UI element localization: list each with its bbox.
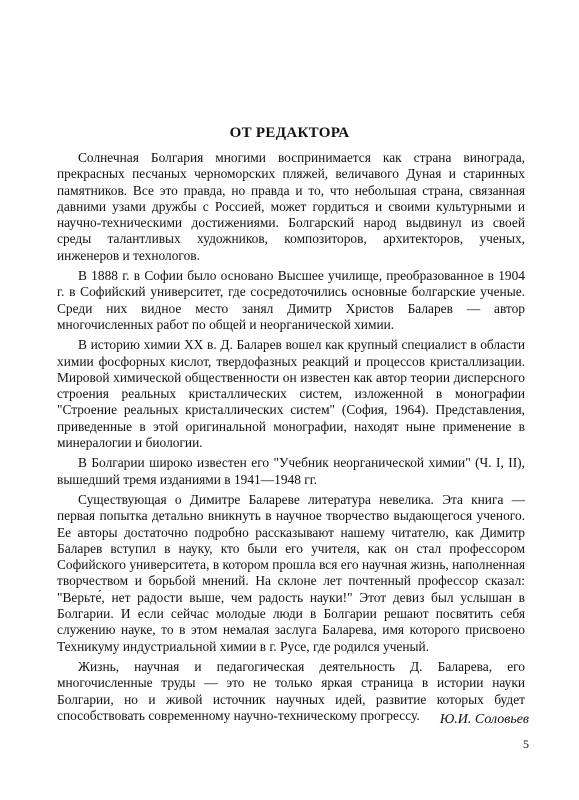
page-number: 5 xyxy=(523,737,529,751)
paragraph: В Болгарии широко известен его "Учебник неорганической химии" (Ч. I, II), вышедший тремя изданиями в 1941—1948 гг. xyxy=(57,455,525,487)
body-text xyxy=(57,150,525,728)
author-signature: Ю.И. Соловьев xyxy=(439,712,529,727)
paragraph: В историю химии XX в. Д. Баларев вошел как крупный специалист в области химии фосфорных кислот, твердофазных реакций и процессов кристаллизации. Мировой химической общественности он известен как автор теории дисперсного строения реальных кристаллических систем, изложенной в монографии "Строение реальных кристаллических систем" (София, 1964). Представления, приведенные в этой оригинальной монографии, находят ныне применение в минералогии и биологии. xyxy=(57,337,525,451)
page-title: ОТ РЕДАКТОРА xyxy=(229,125,350,141)
paragraph: В 1888 г. в Софии было основано Высшее училище, преобразованное в 1904 г. в Софийский университет, где сосредоточились основные болгарские ученые. Среди них видное место занял Димитр Христов Баларев — автор многочисленных работ по общей и неорганической химии. xyxy=(57,268,525,332)
paragraph: Солнечная Болгария многими воспринимается как страна винограда, прекрасных песчаных черноморских пляжей, величавого Дуная и старинных памятников. Все это правда, но правда и то, что небольшая страна, связанная давними узами дружбы с Россией, может гордиться и своими культурными и научно-техническими достижениями. Болгарский народ выдвинул из своей среды талантливых художников, композиторов, архитекторов, ученых, инженеров и технологов. xyxy=(57,150,525,263)
paragraph: Жизнь, научная и педагогическая деятельность Д. Баларева, его многочисленные труды — это не только яркая страница в истории науки Болгарии, но и живой источник научных идей, развитие которых будет способствовать современному научно-техническому прогрессу. xyxy=(57,658,525,723)
paragraph: Существующая о Димитре Балареве литература невелика. Эта книга — первая попытка детально вникнуть в научное творчество выдающегося ученого. Ее авторы достаточно подробно рассказывают нашему читателю, как Димитр Баларев вступил в науку, кто были его учителя, как он стал профессором Софийского университета, в котором прошла вся его научная жизнь, наполненная творчеством и борьбой мнений. На склоне лет почтенный профессор сказал: "Верьте́, нет радости выше, чем радость науки!" Этот девиз был услышан в Болгарии. И если сейчас молодые люди в Болгарии решают посвятить себя служению науке, то в этом немалая заслуга Баларева, имя которого присвоено Техникуму индустриальной химии в г. Русе, где родился ученый. xyxy=(57,491,525,654)
